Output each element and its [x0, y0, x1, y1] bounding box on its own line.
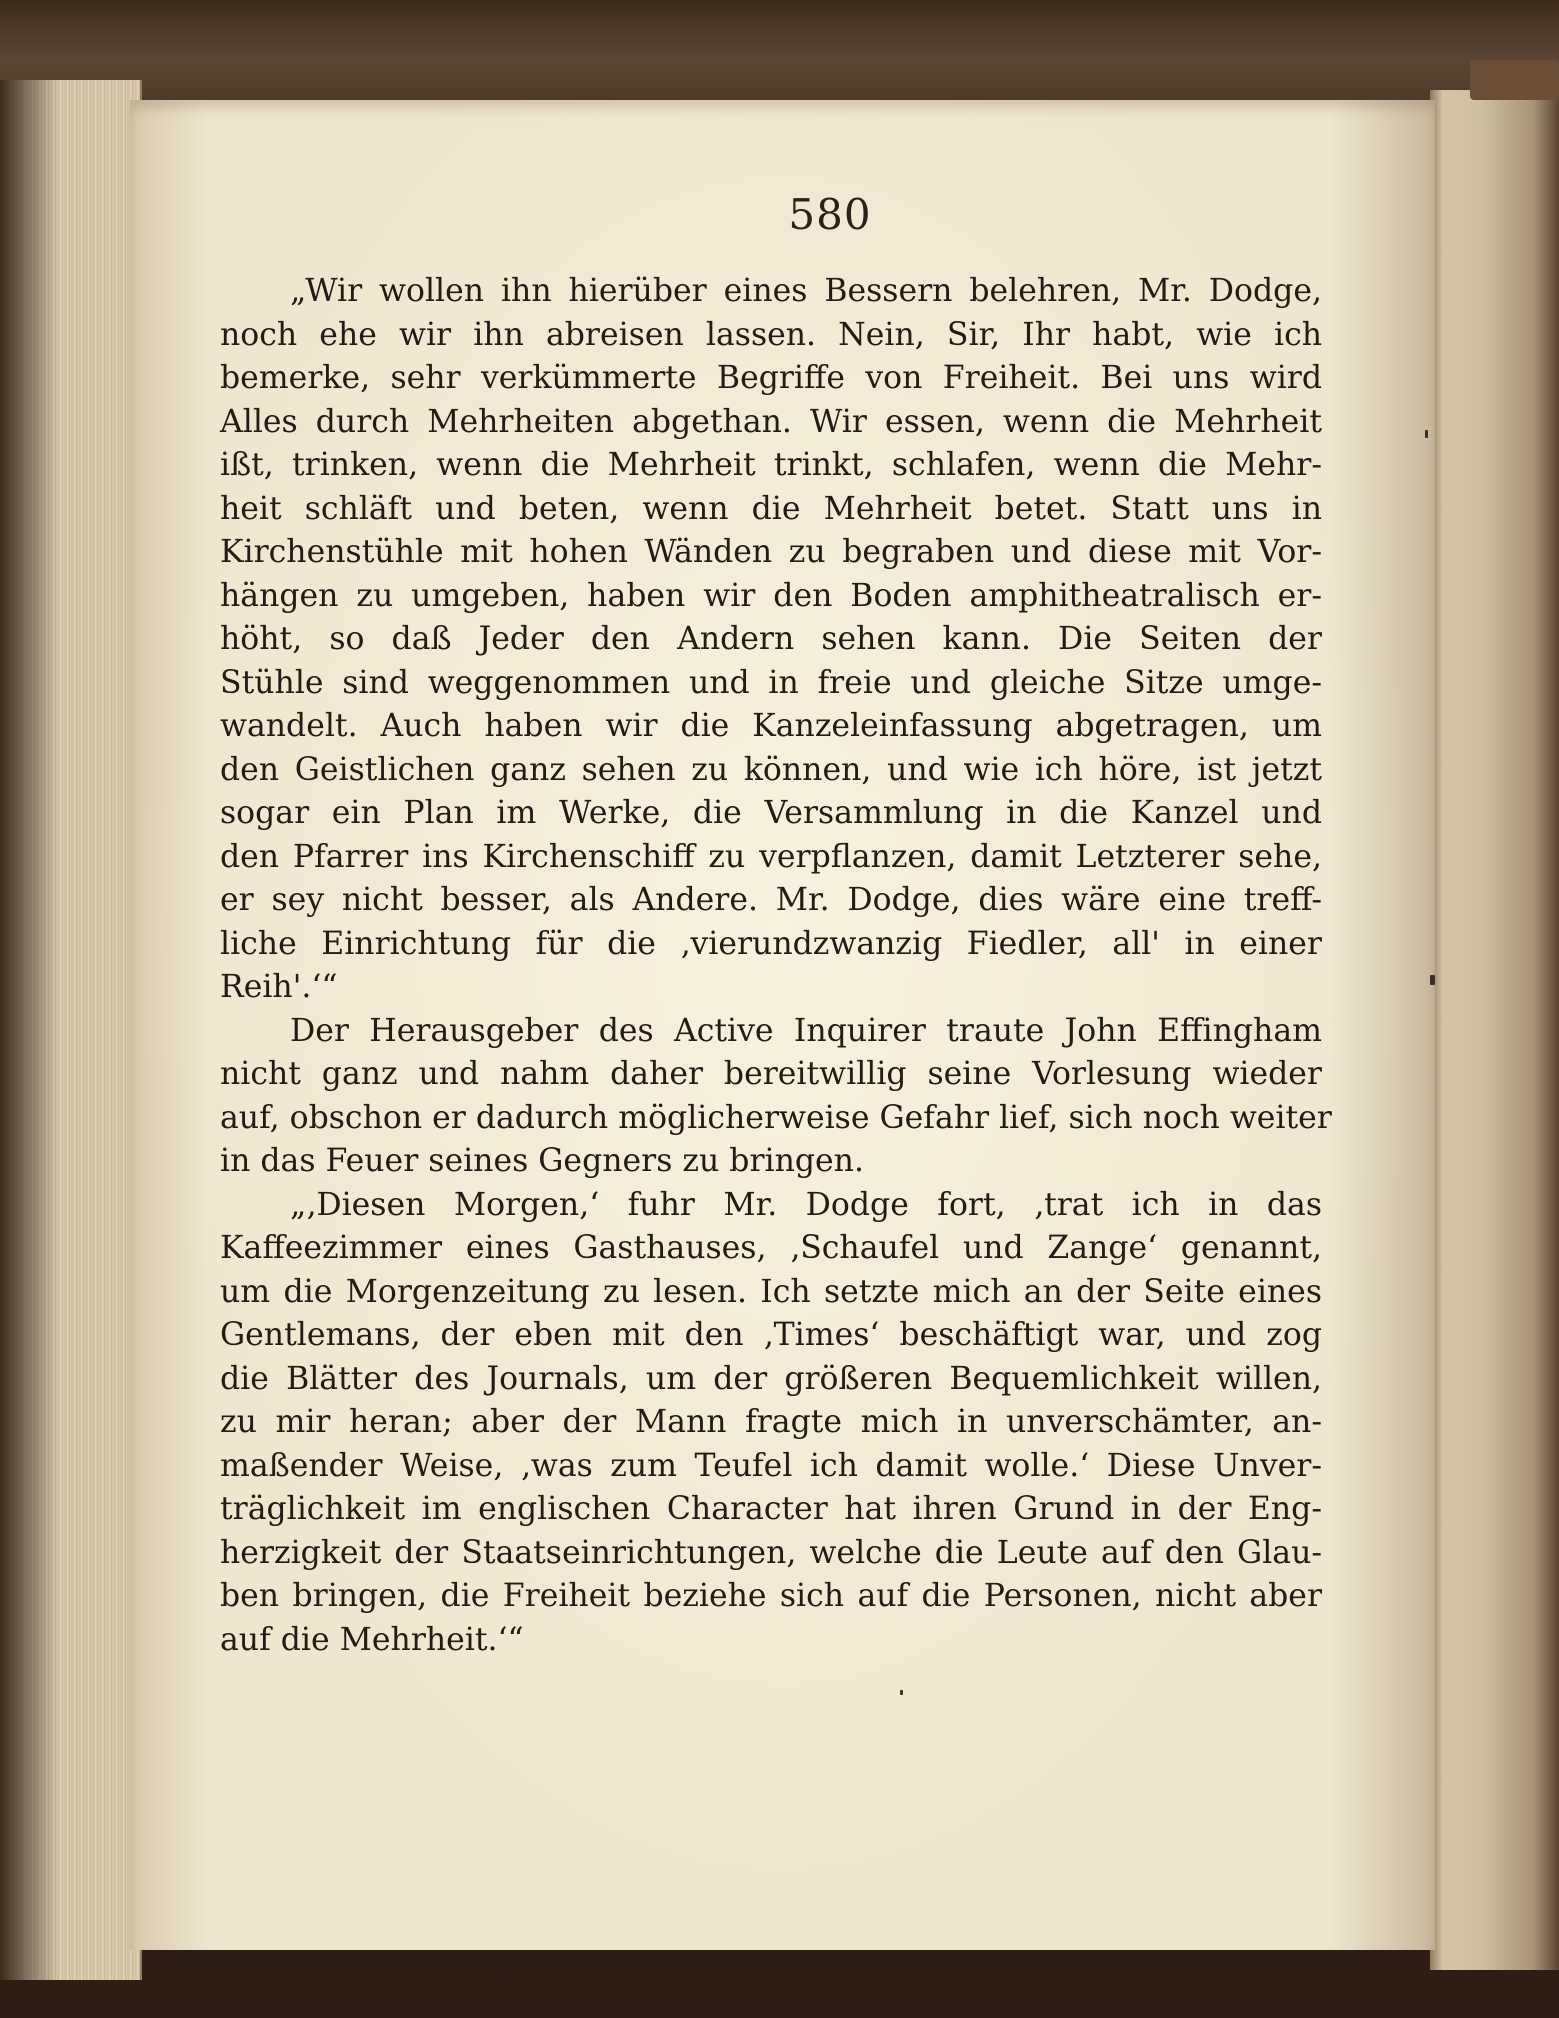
text-line: er sey nicht besser, als Andere. Mr. Dodge, dies wäre eine treff- — [220, 882, 1322, 918]
text-line: herzigkeit der Staatseinrichtungen, welche die Leute auf den Glau- — [220, 1534, 1322, 1571]
text-line: „‚Diesen Morgen,‘ fuhr Mr. Dodge fort, ‚trat ich in das — [290, 1186, 1322, 1223]
page-speck — [1425, 430, 1428, 438]
binding-shadow — [0, 80, 60, 1980]
text-line: Der Herausgeber des Active Inquirer traute John Effingham — [290, 1012, 1322, 1049]
text-line: noch ehe wir ihn abreisen lassen. Nein, Sir, Ihr habt, wie ich — [220, 316, 1322, 353]
text-line: bemerke, sehr verkümmerte Begriffe von Freiheit. Bei uns wird — [220, 360, 1322, 396]
text-line: hängen zu umgeben, haben wir den Boden amphitheatralisch er- — [220, 577, 1322, 614]
right-page-edge — [1430, 90, 1559, 1970]
text-line: in das Feuer seines Gegners zu bringen. — [220, 1143, 864, 1179]
page-body-text — [220, 270, 1332, 1662]
binding-clip — [1470, 60, 1559, 100]
text-line: den Geistlichen ganz sehen zu können, und wie ich höre, ist jetzt — [220, 751, 1322, 788]
paragraph — [220, 270, 1322, 1010]
text-line: liche Einrichtung für die ‚vierundzwanzig Fiedler, all' in einer — [220, 925, 1322, 962]
text-line: ißt, trinken, wenn die Mehrheit trinkt, schlafen, wenn die Mehr- — [220, 447, 1322, 483]
text-line: wandelt. Auch haben wir die Kanzeleinfassung abgetragen, um — [220, 708, 1322, 744]
text-line: zu mir heran; aber der Mann fragte mich in unverschämter, an- — [220, 1404, 1322, 1440]
text-line: Kaffeezimmer eines Gasthauses, ‚Schaufel und Zange‘ genannt, — [220, 1230, 1322, 1266]
text-line: träglichkeit im englischen Character hat ihren Grund in der Eng- — [220, 1491, 1322, 1527]
text-line: die Blätter des Journals, um der größeren Bequemlichkeit willen, — [220, 1360, 1322, 1397]
text-line: heit schläft und beten, wenn die Mehrheit betet. Statt uns in — [220, 490, 1322, 527]
page-number: 580 — [788, 190, 872, 239]
page-speck — [1430, 975, 1435, 985]
text-line: ben bringen, die Freiheit beziehe sich auf die Personen, nicht aber — [220, 1578, 1322, 1614]
text-line: Reih'.‘“ — [220, 969, 338, 1005]
text-line: Stühle sind weggenommen und in freie und gleiche Sitze umge- — [220, 664, 1322, 701]
text-line: nicht ganz und nahm daher bereitwillig seine Vorlesung wieder — [220, 1056, 1322, 1092]
text-line: höht, so daß Jeder den Andern sehen kann. Die Seiten der — [220, 621, 1322, 657]
text-line: Kirchenstühle mit hohen Wänden zu begraben und diese mit Vor- — [220, 534, 1322, 570]
text-line: auf die Mehrheit.‘“ — [220, 1621, 524, 1658]
page-speck — [900, 1690, 903, 1695]
book-cover-edge — [0, 0, 1559, 110]
text-line: maßender Weise, ‚was zum Teufel ich damit wolle.‘ Diese Unver- — [220, 1447, 1322, 1484]
text-line: um die Morgenzeitung zu lesen. Ich setzte mich an der Seite eines — [220, 1273, 1322, 1310]
text-line: den Pfarrer ins Kirchenschiff zu verpflanzen, damit Letzterer sehe, — [220, 838, 1322, 875]
text-line: auf, obschon er dadurch möglicherweise Gefahr lief, sich noch weiter — [220, 1099, 1332, 1136]
paragraph — [220, 1010, 1332, 1184]
text-line: sogar ein Plan im Werke, die Versammlung in die Kanzel und — [220, 795, 1322, 831]
paragraph — [220, 1184, 1322, 1663]
text-line: „Wir wollen ihn hierüber eines Bessern belehren, Mr. Dodge, — [290, 273, 1322, 309]
text-line: Alles durch Mehrheiten abgethan. Wir essen, wenn die Mehrheit — [220, 403, 1322, 440]
text-line: Gentlemans, der eben mit den ‚Times‘ beschäftigt war, und zog — [220, 1317, 1322, 1353]
